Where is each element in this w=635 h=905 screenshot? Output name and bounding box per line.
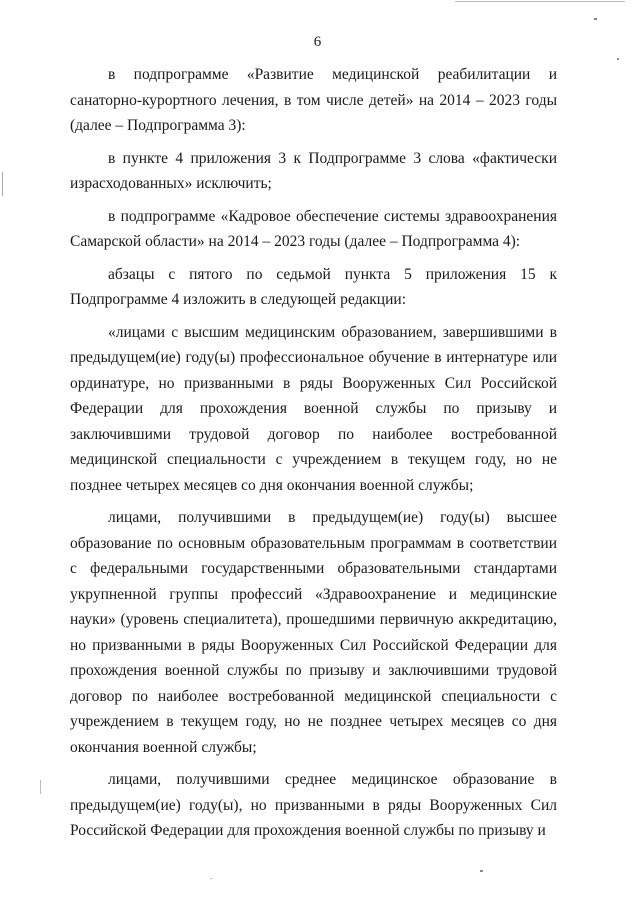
paragraph: абзацы с пятого по седьмой пункта 5 приложения 15 к Подпрограмме 4 изложить в следующей редакции: xyxy=(70,265,557,308)
paragraph: «лицами с высшим медицинским образованием, завершившими в предыдущем(ие) году(ы) профессиональное обучение в интернатуре или ординатуре, но призванными в ряды Вооруженных Сил Российской Федерации для прохождения военной службы по призыву и заключившими трудовой договор по наиболее востребованной медицинской специальности с учреждением в текущем году, но не позднее четырех месяцев со дня окончания военной службы; xyxy=(70,323,557,494)
page-number: 6 xyxy=(313,34,322,50)
scan-artifact xyxy=(455,1,625,2)
document-body xyxy=(70,62,557,844)
scan-artifact xyxy=(594,18,597,20)
scan-artifact xyxy=(40,780,41,794)
paragraph: в подпрограмме «Кадровое обеспечение системы здравоохранения Самарской области» на 2014 – 2023 годы (далее – Подпрограмма 4): xyxy=(70,207,557,250)
scan-artifact xyxy=(210,878,212,879)
paragraph: в подпрограмме «Развитие медицинской реабилитации и санаторно-курортного лечения, в том числе детей» на 2014 – 2023 годы (далее – Подпрограмма 3): xyxy=(70,66,557,134)
scan-artifact xyxy=(2,172,3,196)
scan-artifact xyxy=(617,58,619,60)
paragraph: в пункте 4 приложения 3 к Подпрограмме 3 слова «фактически израсходованных» исключить; xyxy=(70,149,557,192)
paragraph: лицами, получившими среднее медицинское образование в предыдущем(ие) году(ы), но призванными в ряды Вооруженных Сил Российской Федерации для прохождения военной службы по призыву и xyxy=(70,771,557,839)
scan-artifact xyxy=(480,870,483,872)
paragraph: лицами, получившими в предыдущем(ие) году(ы) высшее образование по основным образовательным программам в соответствии с федеральными государственными образовательными стандартами укрупненной группы профессий «Здравоохранение и медицинские науки» (уровень специалитета), прошедшими первичную аккредитацию, но призванными в ряды Вооруженных Сил Российской Федерации для прохождения военной службы по призыву и заключившими трудовой договор по наиболее востребованной медицинской специальности с учреждением в текущем году, но не позднее четырех месяцев со дня окончания военной службы; xyxy=(70,509,557,756)
